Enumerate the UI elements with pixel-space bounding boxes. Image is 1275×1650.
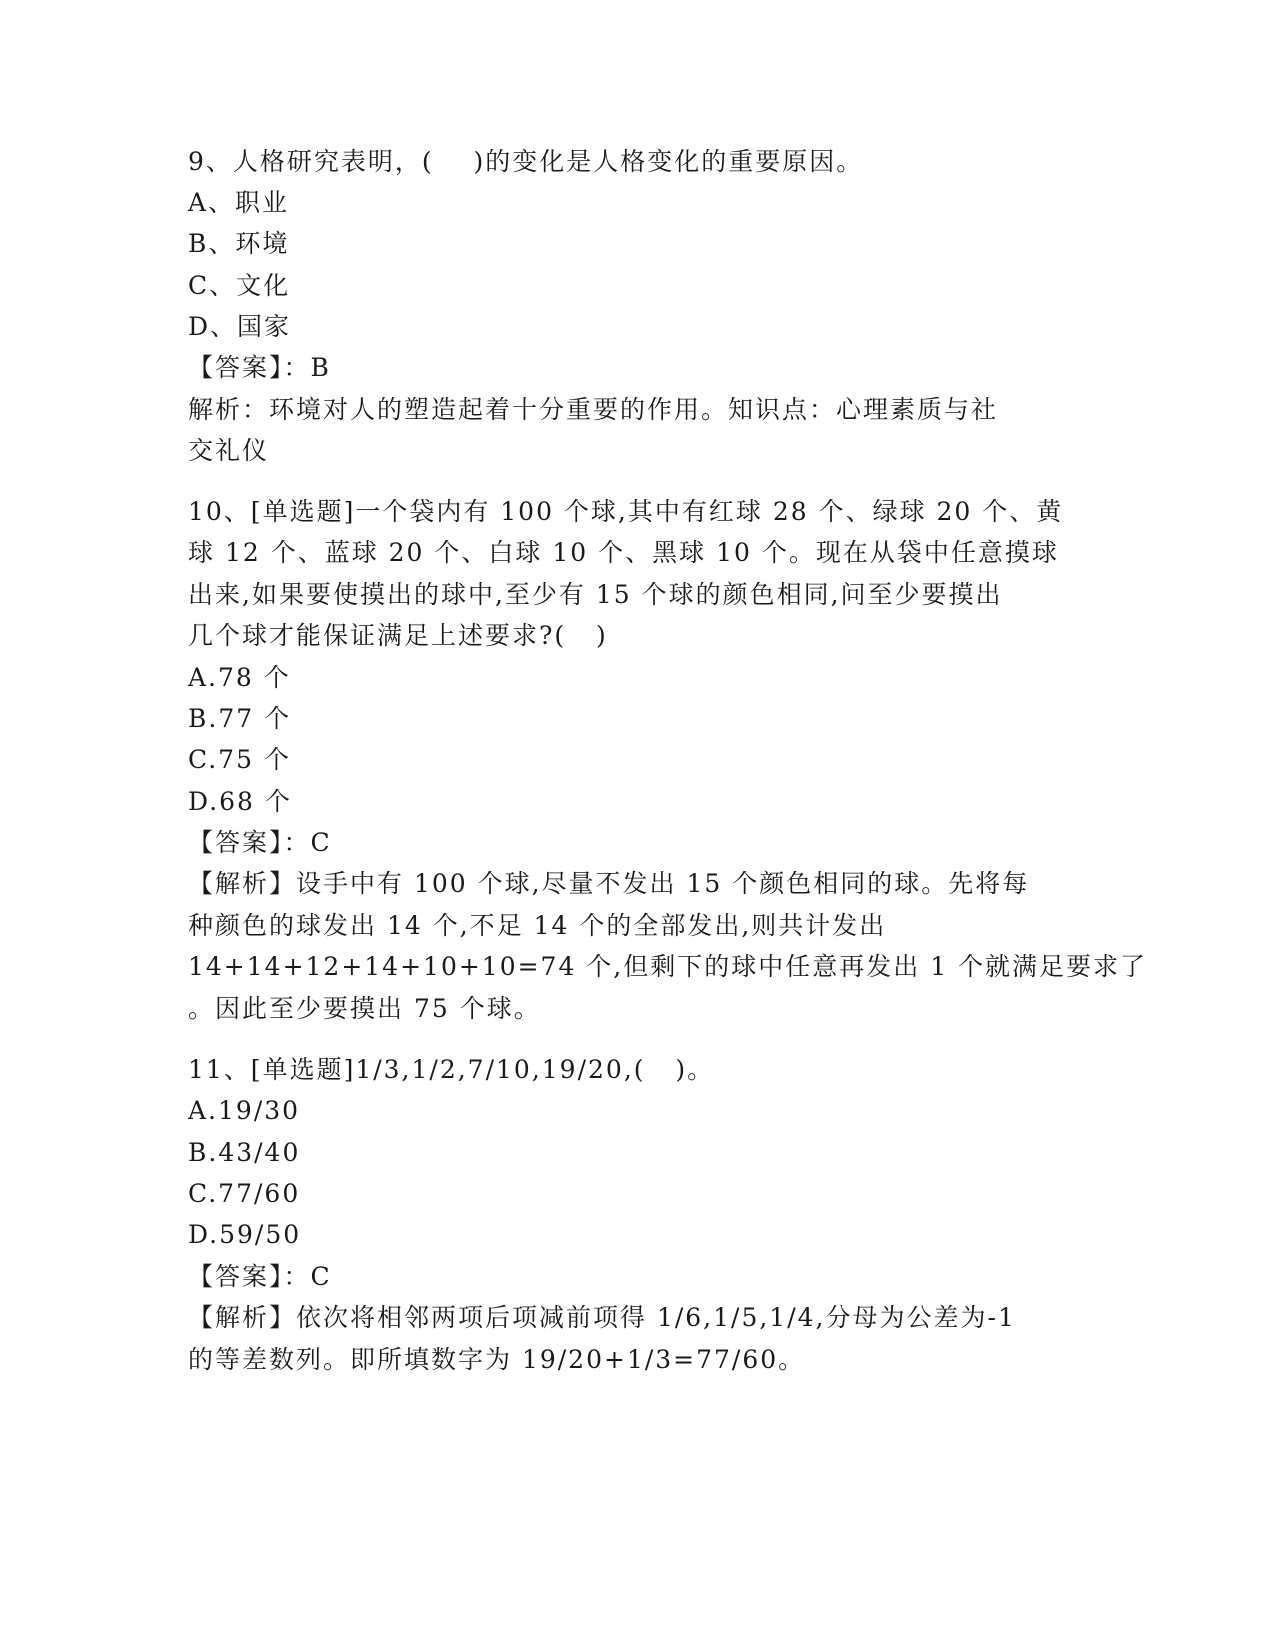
question-10-answer: 【答案】：C [188, 828, 332, 857]
question-10-stem-line: 出来,如果要使摸出的球中,至少有 15 个球的颜色相同,问至少要摸出 [188, 580, 1003, 609]
question-10-option-c: C.75 个 [188, 745, 291, 774]
question-10-explanation-line: 。因此至少要摸出 75 个球。 [188, 994, 541, 1023]
question-9-answer: 【答案】：B [188, 353, 331, 382]
question-11-explanation-line: 的等差数列。即所填数字为 19/20+1/3=77/60。 [188, 1345, 806, 1374]
question-11-answer: 【答案】：C [188, 1262, 332, 1291]
question-9-explanation-line: 解析：环境对人的塑造起着十分重要的作用。知识点：心理素质与社 [188, 395, 999, 424]
question-10-stem-line: 球 12 个、蓝球 20 个、白球 10 个、黑球 10 个。现在从袋中任意摸球 [188, 538, 1059, 567]
question-11-option-a: A.19/30 [188, 1096, 301, 1125]
question-10-option-d: D.68 个 [188, 787, 292, 816]
question-10-option-a: A.78 个 [188, 663, 291, 692]
question-9-stem: 9、人格研究表明，( )的变化是人格变化的重要原因。 [188, 147, 864, 176]
question-10-stem-line: 10、[单选题]一个袋内有 100 个球,其中有红球 28 个、绿球 20 个、黄 [188, 497, 1064, 526]
question-9-explanation-line: 交礼仪 [188, 436, 270, 465]
question-9-option-b: B、环境 [188, 229, 290, 258]
question-11-option-b: B.43/40 [188, 1138, 301, 1167]
question-10-explanation-line: 【解析】设手中有 100 个球,尽量不发出 15 个颜色相同的球。先将每 [188, 869, 1030, 898]
question-10-option-b: B.77 个 [188, 704, 292, 733]
question-10-stem-line: 几个球才能保证满足上述要求?( ) [188, 621, 608, 650]
question-11-option-d: D.59/50 [188, 1220, 302, 1249]
question-11-option-c: C.77/60 [188, 1179, 301, 1208]
question-9-option-d: D、国家 [188, 312, 292, 341]
question-9-option-c: C、文化 [188, 271, 291, 300]
question-11-stem: 11、[单选题]1/3,1/2,7/10,19/20,( )。 [188, 1055, 715, 1084]
question-11-explanation-line: 【解析】依次将相邻两项后项减前项得 1/6,1/5,1/4,分母为公差为-1 [188, 1303, 1016, 1332]
question-10-explanation-line: 种颜色的球发出 14 个,不足 14 个的全部发出,则共计发出 [188, 911, 887, 940]
question-10-explanation-line: 14+14+12+14+10+10=74 个,但剩下的球中任意再发出 1 个就满足要求了 [188, 952, 1148, 981]
question-9-option-a: A、职业 [188, 188, 290, 217]
